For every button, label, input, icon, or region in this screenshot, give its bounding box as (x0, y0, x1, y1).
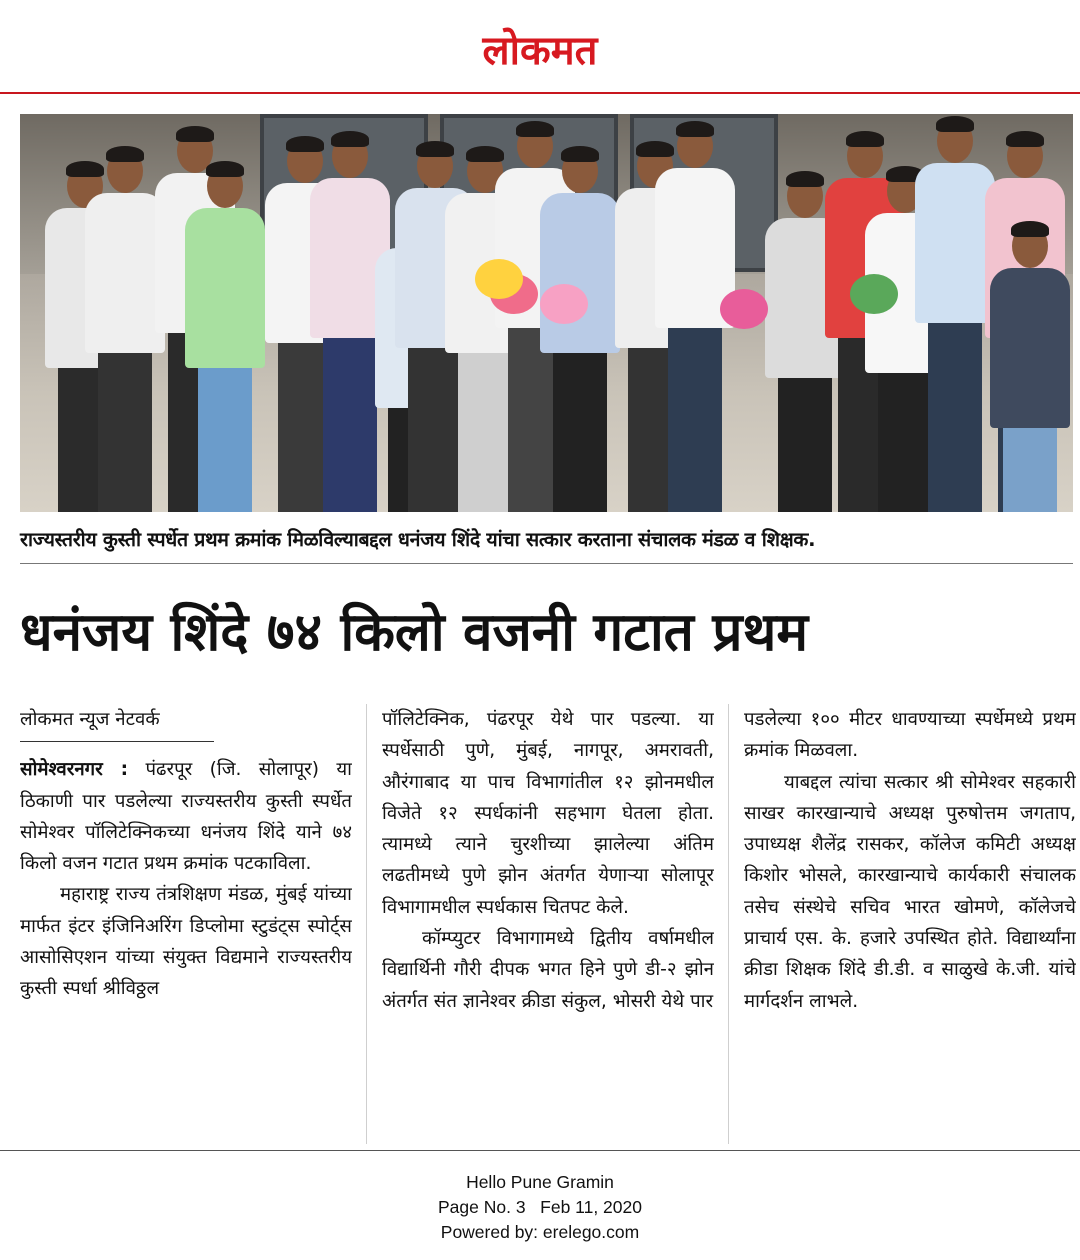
photo-caption: राज्यस्तरीय कुस्ती स्पर्धेत प्रथम क्रमांक मिळविल्याबद्दल धनंजय शिंदे यांचा सत्कार करताना संचालक मंडळ व शिक्षक. (20, 528, 816, 551)
dateline: सोमेश्वरनगर : (20, 759, 129, 781)
footer-page-date: Page No. 3 Feb 11, 2020 (438, 1197, 642, 1217)
newspaper-logo: लोकमत (482, 27, 598, 74)
flower-bouquet (720, 289, 768, 329)
article-paragraph (20, 754, 352, 879)
byline: लोकमत न्यूज नेटवर्क (20, 709, 160, 730)
footer-edition: Hello Pune Gramin (466, 1172, 614, 1192)
masthead (0, 0, 1080, 94)
article-column-1 (20, 704, 352, 1144)
column-divider (728, 704, 729, 1144)
flower-bouquet (850, 274, 898, 314)
article-paragraph: कॉम्प्युटर विभागामध्ये द्वितीय वर्षामधील विद्यार्थिनी गौरी दीपक भगत हिने पुणे डी-२ झोन अंतर्गत संत ज्ञानेश्वर क्रीडा संकुल, भोसरी येथे पार (382, 928, 714, 1012)
footer-divider (0, 1150, 1080, 1151)
article-paragraph: महाराष्ट्र राज्य तंत्रशिक्षण मंडळ, मुंबई यांच्या मार्फत इंटर इंजिनिअरिंग डिप्लोमा स्टुडंट्स स्पोर्ट्स आसोसिएशन यांच्या संयुक्त विद्यमाने राज्यस्तरीय कुस्ती स्पर्धा श्रीविठ्ठल (20, 884, 352, 1000)
article-paragraph: पॉलिटेक्निक, पंढरपूर येथे पार पडल्या. या स्पर्धेसाठी पुणे, मुंबई, नागपूर, अमरावती, औरंगाबाद या पाच विभागांतील १२ झोनमधील विजेते १२ स्पर्धकांनी सहभाग घेतला होता. त्यामध्ये त्याने चुरशीच्या झालेल्या अंतिम लढतीमध्ये पुणे झोन अंतर्गत येणाऱ्या सोलापूर विभागामधील स्पर्धकास चितपट केले. (382, 709, 714, 918)
group-photo (20, 114, 1073, 512)
article-column-3 (744, 704, 1076, 1144)
photo-person (180, 164, 270, 512)
footer-powered-by: Powered by: erelego.com (440, 1222, 640, 1242)
footer (0, 1170, 1080, 1245)
column-divider (366, 704, 367, 1144)
flower-bouquet (540, 284, 588, 324)
article-text: पंढरपूर (जि. सोलापूर) या ठिकाणी पार पडलेल्या राज्यस्तरीय कुस्ती स्पर्धेत सोमेश्वर पॉलिटेक्निकच्या धनंजय शिंदे याने ७४ किलो वजन गटात प्रथम क्रमांक पटकाविला. (20, 759, 352, 875)
flower-bouquet (475, 259, 523, 299)
article-paragraph: पडलेल्या १०० मीटर धावण्याच्या स्पर्धेमध्ये प्रथम क्रमांक मिळवला. (744, 709, 1076, 762)
article-column-2 (382, 704, 714, 1144)
photo-person (985, 224, 1073, 512)
divider (20, 563, 1073, 564)
headline: धनंजय शिंदे ७४ किलो वजनी गटात प्रथम (20, 602, 809, 663)
article-paragraph: याबद्दल त्यांचा सत्कार श्री सोमेश्वर सहकारी साखर कारखान्याचे अध्यक्ष पुरुषोत्तम जगताप, उपाध्यक्ष शैलेंद्र रासकर, कॉलेज कमिटी अध्यक्ष किशोर भोसले, कारखान्याचे कार्यकारी संचालक तसेच संस्थेचे सचिव भारत खोमणे, कॉलेजचे प्राचार्य एस. के. हजारे उपस्थित होते. विद्यार्थ्यांना क्रीडा शिक्षक शिंदे डी.डी. व साळुखे के.जी. यांचे मार्गदर्शन लाभले. (744, 771, 1076, 1012)
byline-underline (20, 741, 214, 742)
